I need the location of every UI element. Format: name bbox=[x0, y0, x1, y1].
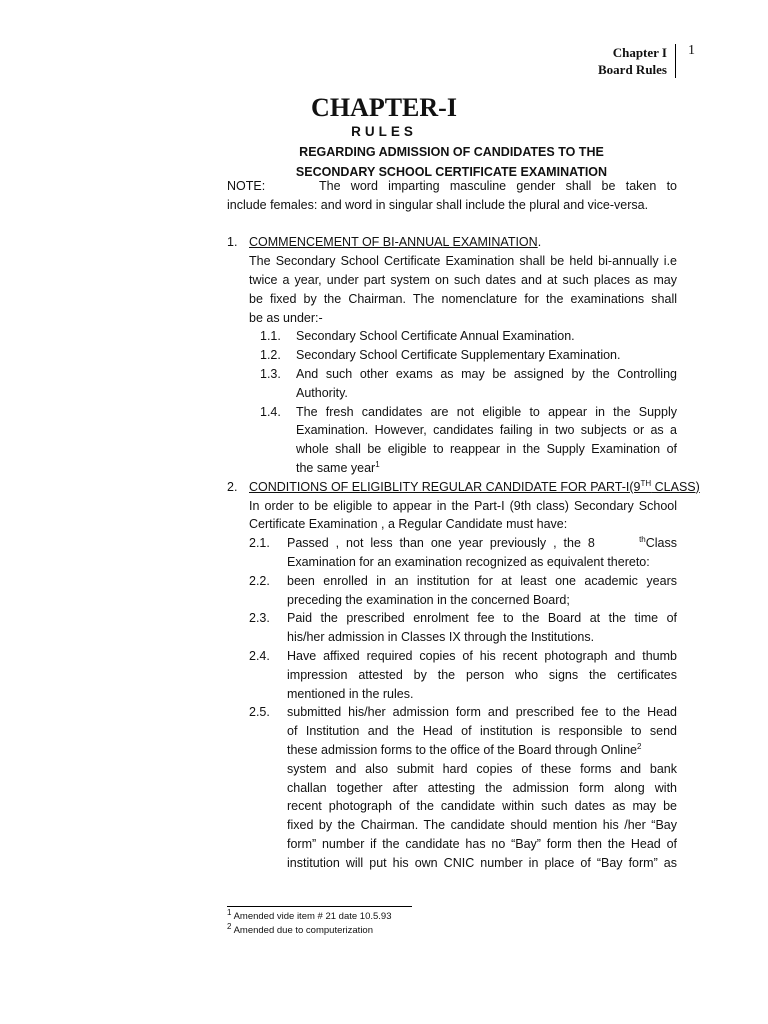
spacer bbox=[227, 215, 677, 234]
item-text: these admission forms to the office of the Board through Online bbox=[287, 742, 637, 757]
note bbox=[227, 177, 677, 196]
item-text: Secondary School Certificate Supplementary Examination. bbox=[296, 348, 621, 363]
section-2-title-b: CLASS) bbox=[651, 479, 700, 494]
item-text: recent photograph of the candidate within such dates as may be bbox=[287, 799, 677, 814]
item-text: form” number if the candidate has no “Bay” form then the Head of bbox=[287, 836, 677, 851]
section-number: 1. bbox=[227, 235, 238, 250]
footnote-ref: 2 bbox=[636, 741, 642, 751]
item-text-sup: th bbox=[639, 534, 646, 544]
list-item-2-2 bbox=[249, 572, 677, 610]
item-text: Examination. However, candidates failing in two subjects or as a bbox=[296, 423, 677, 438]
footnote-text: Amended vide item # 21 date 10.5.93 bbox=[233, 911, 392, 922]
page-header bbox=[598, 44, 676, 78]
item-number: 2.5. bbox=[249, 705, 270, 720]
item-number: 1.4. bbox=[260, 404, 281, 419]
item-text: fixed by the Chairman. The candidate should mention his /her “Bay bbox=[287, 818, 677, 833]
footnote-divider bbox=[227, 906, 412, 907]
item-number: 1.2. bbox=[260, 348, 281, 363]
paragraph-line: twice a year, under part system on such dates and at such places as may bbox=[249, 272, 677, 287]
page-number: 1 bbox=[688, 43, 695, 58]
section-1-heading bbox=[227, 233, 677, 252]
paragraph-line: In order to be eligible to appear in the Part-I (9th class) Secondary School bbox=[249, 498, 677, 513]
header-chapter: Chapter I bbox=[612, 45, 667, 60]
footnote bbox=[227, 921, 392, 938]
paragraph-line: be as under:- bbox=[249, 310, 323, 325]
item-text: system and also submit hard copies of these forms and bank bbox=[287, 761, 677, 776]
item-text: Secondary School Certificate Annual Examination. bbox=[296, 329, 575, 344]
chapter-title: CHAPTER-I bbox=[311, 93, 457, 122]
item-text: Have affixed required copies of his recent photograph and thumb bbox=[287, 648, 677, 663]
item-text: mentioned in the rules. bbox=[287, 686, 414, 701]
item-text: Authority. bbox=[296, 385, 348, 400]
section-2-title-a: CONDITIONS OF ELIGIBLITY REGULAR CANDIDATE FOR PART-I(9 bbox=[249, 479, 641, 494]
note-label: NOTE: bbox=[227, 179, 266, 193]
list-item-1-2 bbox=[260, 346, 677, 365]
section-2-title bbox=[249, 478, 700, 497]
item-text: of Institution and the Head of institution is responsible to send bbox=[287, 724, 677, 739]
footnotes bbox=[227, 907, 392, 938]
footnote-text: Amended due to computerization bbox=[233, 925, 373, 936]
list-item-1-4 bbox=[260, 403, 677, 478]
paragraph-line: be fixed by the Chairman. The nomenclature for the examinations shall bbox=[249, 291, 677, 306]
subtitle bbox=[0, 142, 768, 182]
item-text: the same year bbox=[296, 460, 376, 475]
paragraph-line: Certificate Examination , a Regular Candidate must have: bbox=[249, 517, 568, 532]
list-item-2-5 bbox=[249, 703, 677, 872]
item-text-a: Passed , not less than one year previously , the 8 bbox=[287, 536, 595, 551]
item-text: And such other exams as may be assigned by the Controlling bbox=[296, 366, 677, 381]
note-text-cont: include females: and word in singular shall include the plural and vice-versa. bbox=[227, 197, 649, 212]
item-text: Examination for an examination recognized as equivalent thereto: bbox=[287, 554, 650, 569]
paragraph-line: The Secondary School Certificate Examination shall be held bi-annually i.e bbox=[249, 254, 677, 269]
list-item-2-3 bbox=[249, 609, 677, 647]
document-body bbox=[227, 177, 700, 872]
section-2-paragraph bbox=[249, 497, 677, 535]
item-number: 2.1. bbox=[249, 536, 270, 551]
item-text: preceding the examination in the concerned Board; bbox=[287, 592, 570, 607]
item-number: 2.4. bbox=[249, 648, 270, 663]
rules-heading: RULES bbox=[351, 124, 417, 139]
footnote-number: 2 bbox=[227, 921, 232, 931]
subtitle-line: SECONDARY SCHOOL CERTIFICATE EXAMINATION bbox=[295, 165, 608, 179]
item-number: 2.2. bbox=[249, 573, 270, 588]
item-text-b: Class bbox=[645, 536, 677, 551]
footnote-number: 1 bbox=[227, 907, 232, 917]
item-text: whole shall be eligible to reappear in the Supply Examination of bbox=[296, 442, 677, 457]
section-1-paragraph bbox=[249, 252, 677, 327]
item-number: 1.1. bbox=[260, 329, 281, 344]
section-number: 2. bbox=[227, 479, 238, 494]
section-2-title-sup: TH bbox=[640, 478, 652, 488]
item-text: challan together after attesting the admission form along with bbox=[287, 780, 677, 795]
item-text: The fresh candidates are not eligible to appear in the Supply bbox=[296, 404, 677, 419]
item-number: 2.3. bbox=[249, 611, 270, 626]
section-2-heading bbox=[227, 478, 700, 497]
footnote-ref: 1 bbox=[375, 459, 380, 469]
item-text: been enrolled in an institution for at least one academic years bbox=[287, 573, 677, 588]
subtitle-line: REGARDING ADMISSION OF CANDIDATES TO THE bbox=[299, 145, 604, 159]
list-item-1-3 bbox=[260, 365, 677, 403]
note-text: The word imparting masculine gender shall be taken to bbox=[319, 179, 677, 193]
item-text: institution will put his own CNIC number in place of “Bay form” as bbox=[287, 855, 677, 870]
section-1-title: COMMENCEMENT OF BI-ANNUAL EXAMINATION bbox=[249, 235, 538, 250]
item-text: submitted his/her admission form and prescribed fee to the Head bbox=[287, 705, 677, 720]
item-text: Paid the prescribed enrolment fee to the Board at the time of bbox=[287, 611, 677, 626]
list-item-1-1 bbox=[260, 327, 677, 346]
item-text: impression attested by the person who signs the certificates bbox=[287, 667, 677, 682]
item-text bbox=[287, 534, 677, 553]
footnote bbox=[227, 907, 392, 924]
list-item-2-4 bbox=[249, 647, 677, 703]
item-number: 1.3. bbox=[260, 366, 281, 381]
header-board-rules: Board Rules bbox=[598, 62, 667, 77]
item-text: his/her admission in Classes IX through the Institutions. bbox=[287, 630, 595, 645]
list-item-2-1 bbox=[249, 534, 677, 572]
section-1-title-end: . bbox=[537, 235, 542, 250]
